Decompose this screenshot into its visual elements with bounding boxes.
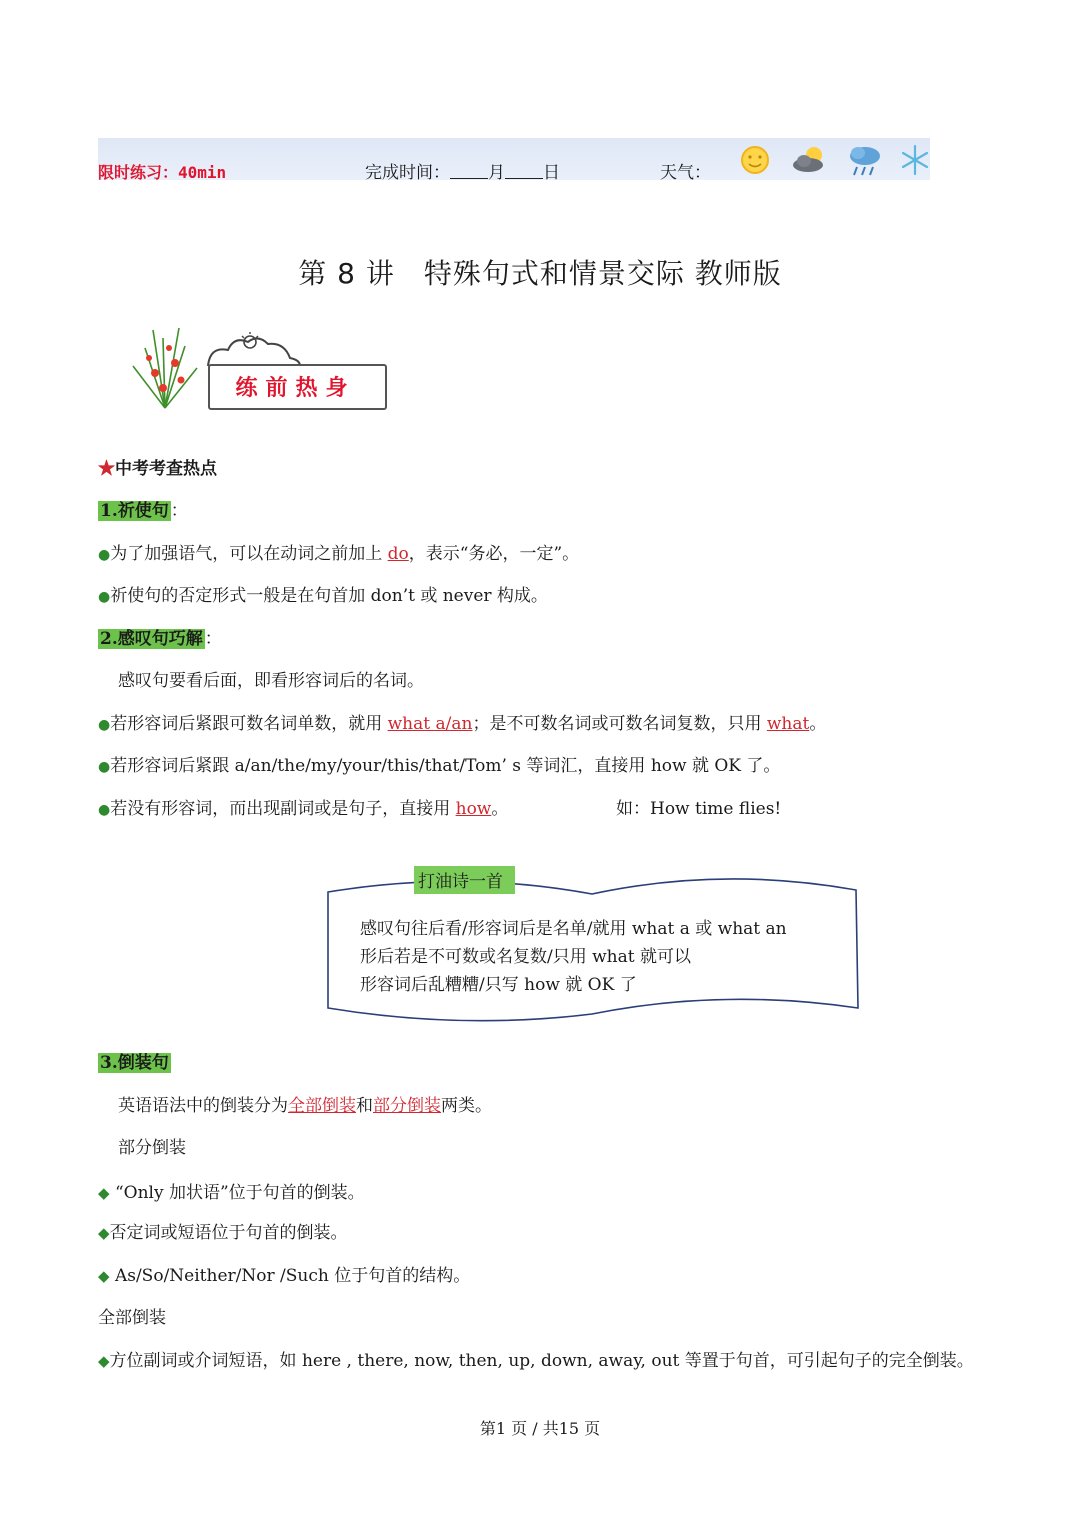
section1-line2: [98, 581, 548, 606]
page-title: 第 8 讲 特殊句式和情景交际 教师版: [298, 257, 782, 290]
poem-tag: 打油诗一首: [414, 866, 515, 894]
s3-intro-and: 和: [356, 1096, 373, 1116]
diamond-bullet-icon: ◆: [98, 1267, 110, 1285]
s2-l1-mid: ；是不可数名词或可数名词复数，只用: [472, 714, 767, 734]
section2-colon: ：: [204, 629, 222, 649]
section3-item1: [98, 1178, 365, 1203]
s1-l1-text: 为了加强语气，可以在动词之前加上: [110, 544, 388, 564]
diamond-bullet-icon: ◆: [98, 1352, 110, 1370]
s3-partial-inversion-keyword: 部分倒装: [373, 1096, 441, 1116]
section1-line1: [98, 539, 579, 564]
section3-item2: [98, 1218, 348, 1243]
bullet-icon: ●: [98, 589, 111, 605]
sun-cloud-icon: [204, 332, 304, 368]
s3-item1-text: “Only 加状语”位于句首的倒装。: [114, 1183, 365, 1203]
hot-points-text: 中考考查热点: [115, 459, 217, 479]
snow-icon: [895, 143, 935, 177]
section2-line1: [98, 709, 826, 734]
section3-item3: [98, 1261, 470, 1286]
day-blank: [505, 164, 543, 179]
s3-intro-tail: 两类。: [441, 1096, 492, 1116]
weather-label: 天气：: [660, 163, 711, 183]
section3-title: 3.倒装句: [100, 1053, 169, 1073]
rain-icon: [845, 143, 885, 177]
s1-l1-tail: ，表示“务必，一定”。: [408, 544, 580, 564]
section3-intro: [118, 1091, 492, 1116]
s2-l1-keyword2: what: [766, 714, 810, 734]
s2-l1-keyword1: what a/an: [387, 714, 473, 734]
day-label: 日: [543, 163, 560, 183]
s2-l3-text: 若没有形容词，而出现副词或是句子，直接用: [110, 799, 456, 819]
completion-prefix: 完成时间：: [365, 163, 450, 183]
s2-l3-keyword: how: [455, 799, 492, 819]
sunny-icon: [735, 143, 775, 177]
warmup-label: 练前热身: [235, 376, 356, 401]
month-blank: [450, 164, 488, 179]
s2-l1-text: 若形容词后紧跟可数名词单数，就用: [110, 714, 388, 734]
section1-heading: [98, 496, 188, 521]
s2-l3-tail: 。: [491, 799, 509, 819]
s3-full-inversion-keyword: 全部倒装: [288, 1096, 356, 1116]
page-footer: 第1 页 / 共15 页: [479, 1419, 601, 1438]
section3-heading: [98, 1048, 171, 1073]
s1-l1-keyword: do: [387, 544, 409, 564]
diamond-bullet-icon: ◆: [98, 1184, 110, 1202]
partly-cloudy-icon: [790, 143, 830, 177]
time-limit-label: 限时练习：40min: [98, 163, 227, 182]
completion-time-label: [365, 158, 560, 183]
s3-item4-text: 方位副词或介词短语，如 here , there, now, then, up, down, away, out 等置于句首，可引起句子的完全倒装。: [109, 1351, 974, 1371]
s3-item3-text: As/So/Neither/Nor /Such 位于句首的结构。: [114, 1266, 471, 1286]
bullet-icon: ●: [98, 759, 111, 775]
s2-l2-text: 若形容词后紧跟 a/an/the/my/your/this/that/Tom’ s 等词汇，直接用 how 就 OK 了。: [110, 756, 781, 776]
poem-line-1: 感叹句往后看/形容词后是名单/就用 what a 或 what an: [360, 919, 787, 939]
star-icon: ★: [98, 459, 115, 479]
poem-line-2: 形后若是不可数或名复数/只用 what 就可以: [360, 947, 692, 967]
section3-item4: [98, 1346, 974, 1371]
section2-title: 2.感叹句巧解: [100, 629, 203, 649]
section2-line3: [98, 794, 508, 819]
partial-inversion-label: 部分倒装: [118, 1138, 186, 1158]
bullet-icon: ●: [98, 717, 111, 733]
section1-title: 1.祈使句: [100, 501, 169, 521]
s1-l2-text: 祈使句的否定形式一般是在句首加 don’t 或 never 构成。: [110, 586, 548, 606]
section2-intro: 感叹句要看后面，即看形容词后的名词。: [118, 671, 424, 691]
flower-plant-icon: [125, 318, 205, 410]
diamond-bullet-icon: ◆: [98, 1224, 110, 1242]
bullet-icon: ●: [98, 547, 111, 563]
section2-line2: [98, 751, 780, 776]
s3-item2-text: 否定词或短语位于句首的倒装。: [109, 1223, 348, 1243]
section2-example: 如：How time flies!: [616, 799, 782, 819]
month-label: 月: [488, 163, 505, 183]
section1-colon: ：: [170, 501, 188, 521]
s2-l1-tail: 。: [809, 714, 827, 734]
full-inversion-label: 全部倒装: [98, 1308, 166, 1328]
section2-heading: [98, 624, 222, 649]
s3-intro-text: 英语语法中的倒装分为: [118, 1096, 288, 1116]
hot-points-heading: [98, 454, 217, 479]
bullet-icon: ●: [98, 802, 111, 818]
poem-line-3: 形容词后乱糟糟/只写 how 就 OK 了: [360, 975, 637, 995]
